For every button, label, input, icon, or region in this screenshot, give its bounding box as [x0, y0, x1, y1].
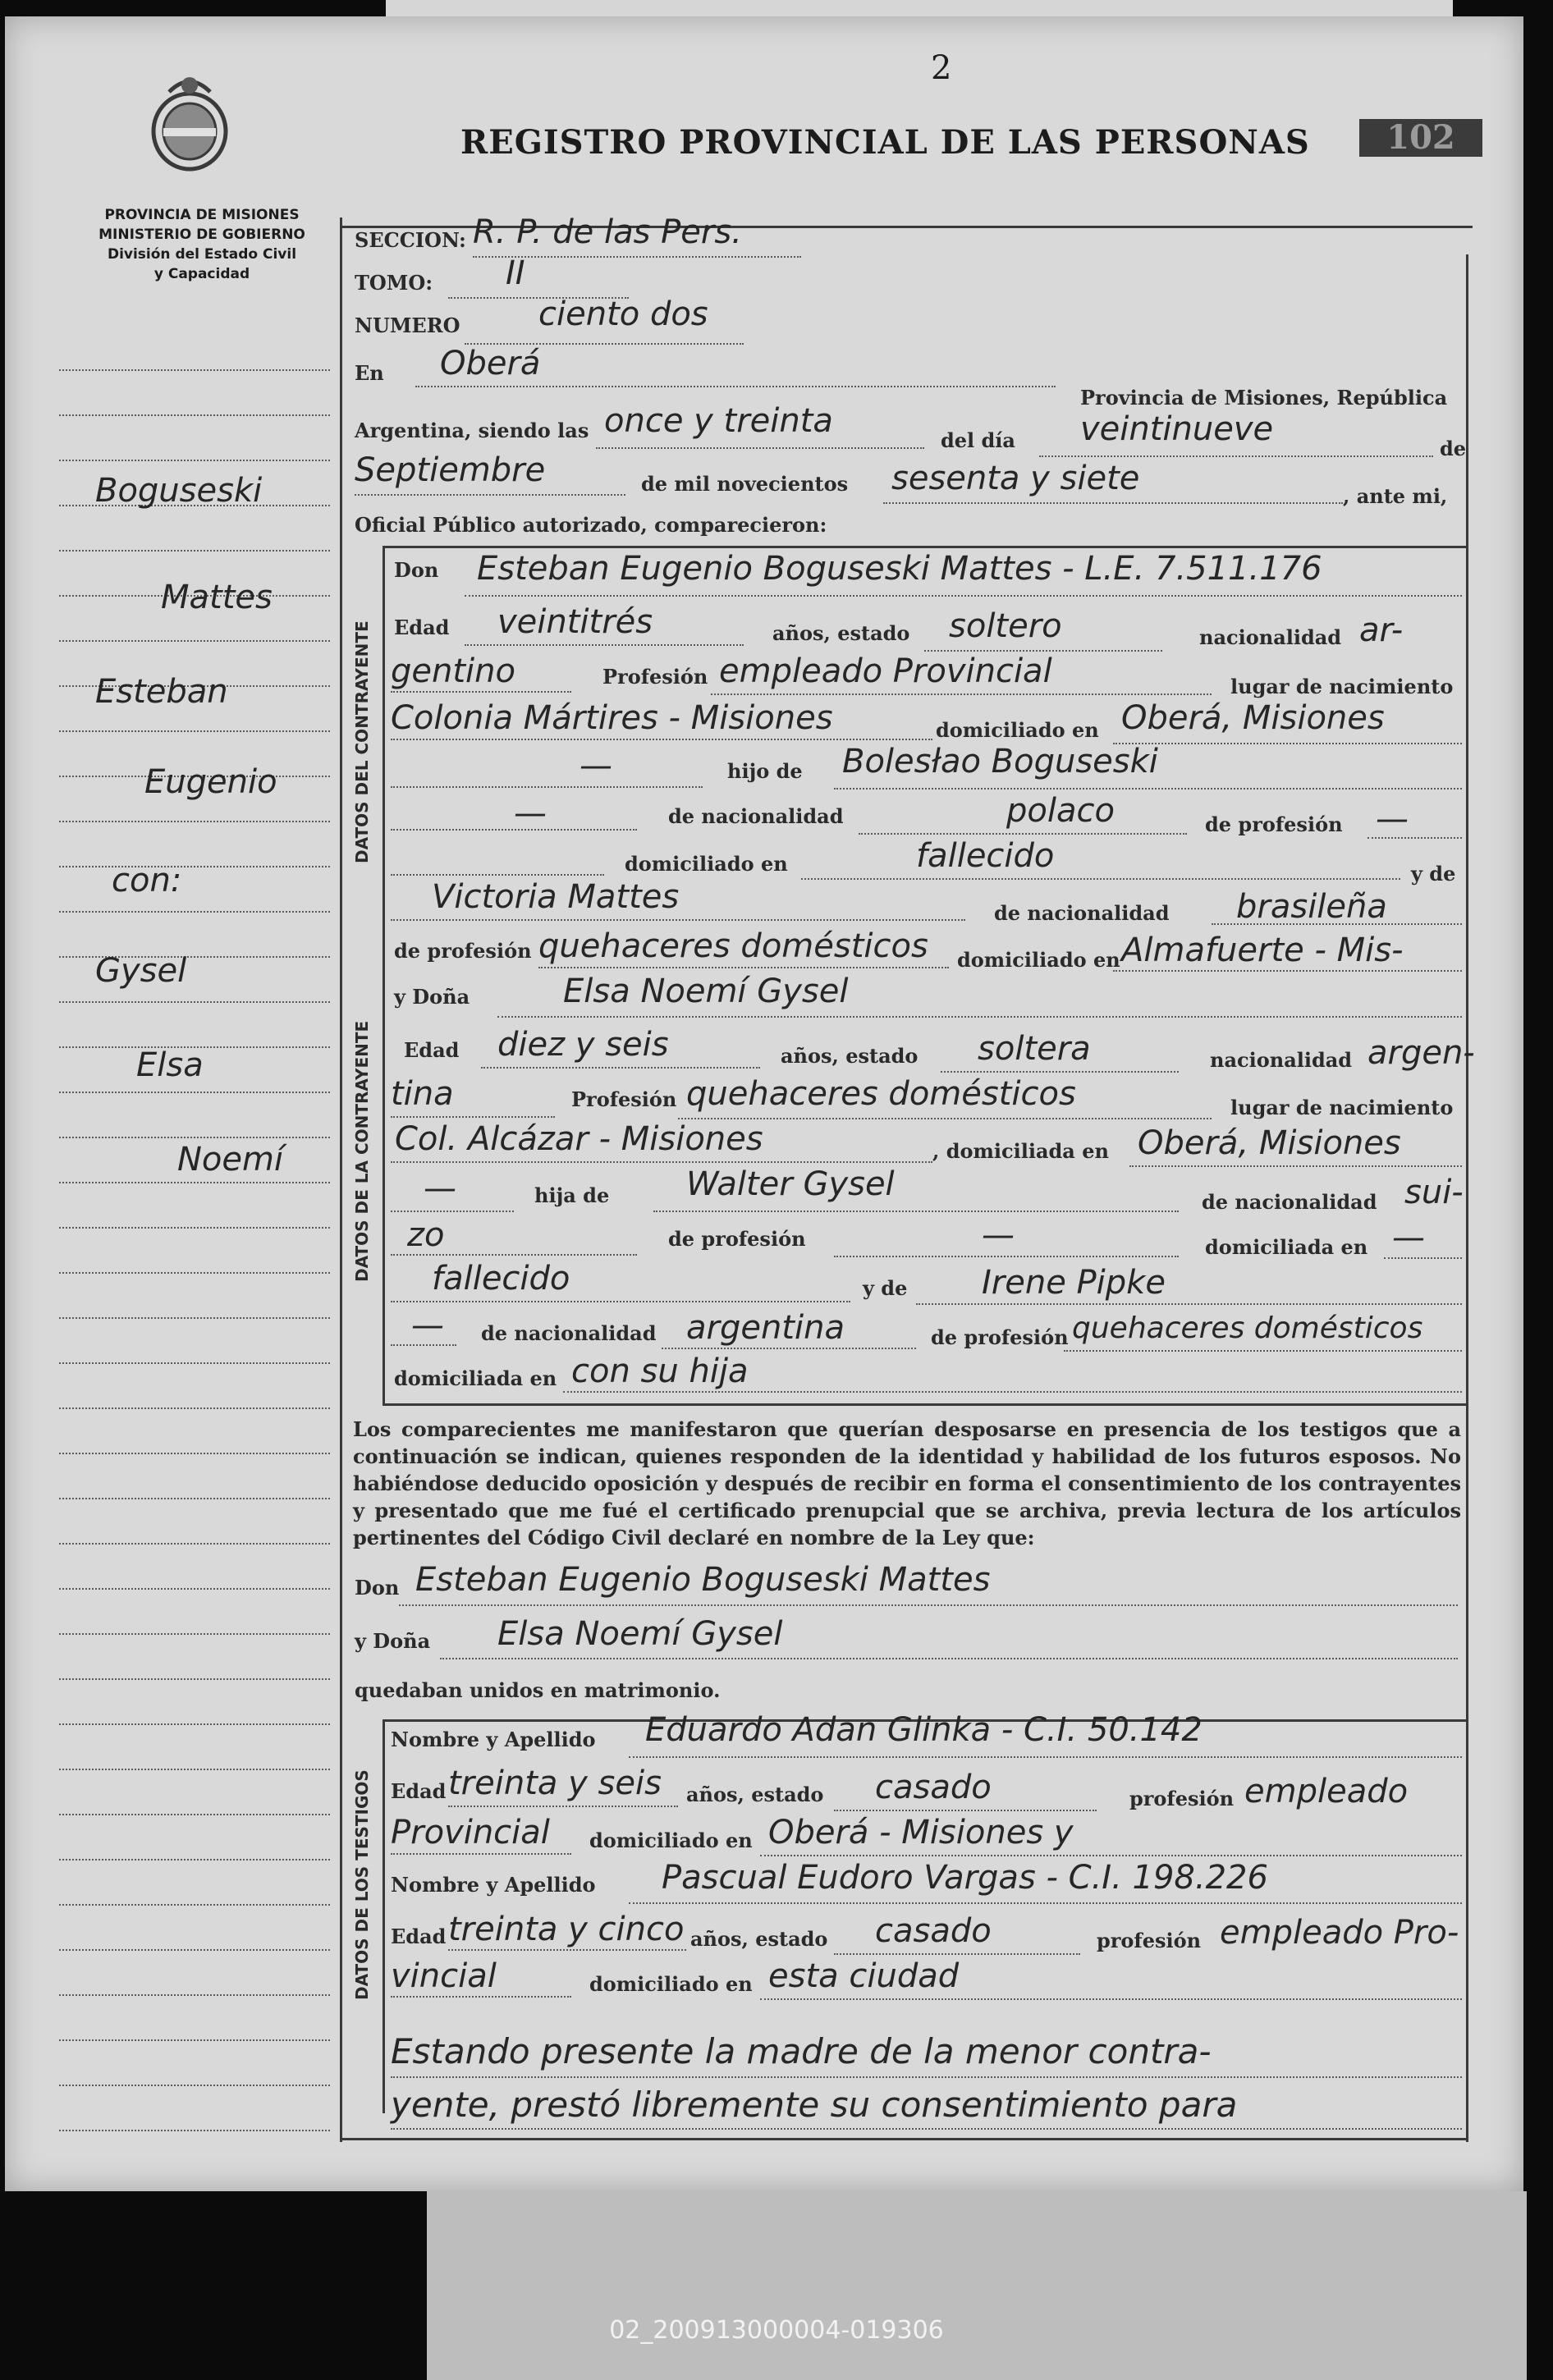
- section-tag-contrayente-f: DATOS DE LA CONTRAYENTE: [352, 1020, 372, 1282]
- dash: —: [514, 794, 547, 832]
- label-y-dona: y Doña: [394, 985, 470, 1009]
- page-number: 2: [931, 49, 952, 87]
- bride-age: diez y seis: [497, 1026, 669, 1064]
- label-domiciliado: domiciliado en: [936, 718, 1099, 742]
- witness2-estado: casado: [875, 1912, 992, 1950]
- bride-mother: Irene Pipke: [982, 1264, 1166, 1302]
- frame-line: [383, 546, 1466, 548]
- section-tag-contrayente: DATOS DEL CONTRAYENTE: [352, 620, 372, 863]
- witness1-prof: empleado: [1244, 1773, 1409, 1810]
- label-de-profesion: de profesión: [931, 1325, 1069, 1349]
- groom-mother: Victoria Mattes: [432, 878, 680, 916]
- groom-name: Esteban Eugenio Boguseski Mattes - L.E. 7.511.176: [477, 550, 1322, 588]
- value-hora: once y treinta: [604, 402, 833, 440]
- label-nacionalidad: nacionalidad: [1199, 625, 1342, 649]
- groom-nac-cont: gentino: [391, 652, 515, 690]
- bride-mother-nac: argentina: [686, 1309, 845, 1347]
- witness1-age: treinta y seis: [448, 1764, 662, 1802]
- frame-line: [1466, 254, 1468, 2142]
- page-title: REGISTRO PROVINCIAL DE LAS PERSONAS: [460, 123, 1310, 162]
- value-seccion: R. P. de las Pers.: [473, 213, 742, 251]
- value-numero: ciento dos: [538, 295, 708, 333]
- value-dia: veintinueve: [1080, 410, 1274, 448]
- handwritten-note: yente, prestó libremente su consentimiento para: [391, 2085, 1238, 2125]
- label-anos-estado: años, estado: [690, 1927, 828, 1951]
- label-profesion: Profesión: [602, 665, 708, 689]
- witness1-prof-cont: Provincial: [391, 1814, 550, 1851]
- label-domiciliada-en: domiciliada en: [394, 1366, 557, 1390]
- witness2-prof-cont: vincial: [391, 1957, 497, 1995]
- label-anos-estado: años, estado: [781, 1044, 919, 1068]
- margin-note: Esteban: [95, 673, 228, 711]
- label-lugar: lugar de nacimiento: [1230, 675, 1454, 698]
- bride-lugar: Col. Alcázar - Misiones: [395, 1120, 763, 1158]
- label-de-profesion: de profesión: [394, 939, 532, 963]
- frame-line: [340, 2138, 1468, 2140]
- label-lugar: lugar de nacimiento: [1230, 1096, 1454, 1119]
- label-edad: Edad: [394, 616, 450, 639]
- frame-line: [340, 217, 342, 2142]
- bride-father-nac: sui-: [1404, 1174, 1464, 1211]
- groom-estado: soltero: [949, 607, 1062, 645]
- document-page: [5, 16, 1523, 2191]
- bride-nac-cont: tina: [391, 1075, 454, 1113]
- label-don: Don: [355, 1576, 400, 1600]
- adjacent-page-edge: [386, 0, 1453, 18]
- groom-profesion: empleado Provincial: [719, 652, 1052, 690]
- frame-line: [383, 1403, 1466, 1406]
- groom-nac: ar-: [1359, 611, 1404, 649]
- dash: —: [411, 1307, 444, 1344]
- final-bride: Elsa Noemí Gysel: [497, 1615, 783, 1653]
- label-profesion-l: profesión: [1097, 1929, 1202, 1952]
- bride-name: Elsa Noemí Gysel: [563, 973, 849, 1010]
- label-de-mil: de mil novecientos: [641, 472, 849, 496]
- bride-father-status: fallecido: [432, 1260, 570, 1298]
- label-anos-estado: años, estado: [686, 1783, 824, 1806]
- groom-father-dom: fallecido: [916, 837, 1055, 875]
- label-en: En: [355, 361, 384, 385]
- label-de-nacionalidad: de nacionalidad: [481, 1321, 657, 1345]
- label-y-de: y de: [1411, 862, 1456, 886]
- label-oficial: Oficial Público autorizado, comparecieron:: [355, 513, 827, 537]
- label-domiciliada: , domiciliada en: [932, 1139, 1109, 1163]
- label-domiciliado: domiciliado en: [589, 1972, 753, 1996]
- margin-note: Boguseski: [95, 472, 263, 510]
- label-anos-estado: años, estado: [772, 621, 910, 645]
- witness2-name: Pascual Eudoro Vargas - C.I. 198.226: [662, 1859, 1268, 1897]
- groom-mother-prof: quehaceres domésticos: [538, 927, 928, 965]
- label-nombre-apellido: Nombre y Apellido: [391, 1873, 596, 1897]
- label-quedaban: quedaban unidos en matrimonio.: [355, 1678, 721, 1702]
- label-profesion: Profesión: [571, 1087, 677, 1111]
- witness1-domicilio: Oberá - Misiones y: [768, 1814, 1074, 1851]
- margin-note: Mattes: [161, 579, 273, 616]
- label-seccion: SECCION:: [355, 228, 466, 252]
- section-tag-testigos: DATOS DE LOS TESTIGOS: [352, 1769, 372, 2000]
- groom-father-nac: polaco: [1006, 792, 1115, 830]
- label-edad: Edad: [391, 1925, 447, 1948]
- value-anio: sesenta y siete: [891, 460, 1140, 497]
- label-provincia: Provincia de Misiones, República: [1080, 386, 1448, 410]
- label-y-dona: y Doña: [355, 1629, 431, 1653]
- groom-age: veintitrés: [497, 603, 653, 641]
- authority-line: MINISTERIO DE GOBIERNO: [98, 227, 305, 243]
- label-domiciliado: domiciliado en: [957, 948, 1120, 972]
- bride-father-prof: —: [982, 1216, 1015, 1254]
- frame-line: [383, 546, 385, 1005]
- bride-domicilio: Oberá, Misiones: [1138, 1124, 1401, 1162]
- groom-mother-dom: Almafuerte - Mis-: [1121, 931, 1404, 969]
- label-de-profesion: de profesión: [668, 1227, 806, 1251]
- dash: —: [424, 1169, 456, 1207]
- label-hija-de: hija de: [534, 1183, 610, 1207]
- corner-stamp: 102: [1359, 119, 1482, 157]
- label-de: de: [1440, 437, 1467, 460]
- margin-note: Gysel: [95, 952, 187, 990]
- label-domiciliado-en: domiciliado en: [625, 852, 788, 876]
- authority-line: PROVINCIA DE MISIONES: [104, 207, 300, 223]
- witness2-domicilio: esta ciudad: [768, 1957, 960, 1995]
- handwritten-note: Estando presente la madre de la menor contra-: [391, 2031, 1212, 2071]
- dash: —: [580, 747, 612, 785]
- groom-father: Bolesłao Boguseski: [842, 743, 1158, 780]
- statement-paragraph: Los comparecientes me manifestaron que querían desposarse en presencia de los testigos que a continuación se indican, quienes responden de la identidad y habilidad de los futuros esposos. No habiéndose deducido oposición y después de recibir en forma el consentimiento de los contrayentes y presentado que me fué el certificado prenupcial que se archiva, previa lectura de los artículos pertinentes del Código Civil declaré en nombre de la Ley que:: [353, 1417, 1461, 1549]
- groom-lugar: Colonia Mártires - Misiones: [391, 699, 833, 737]
- bride-nac: argen-: [1367, 1034, 1475, 1072]
- groom-domicilio: Oberá, Misiones: [1121, 699, 1385, 737]
- label-del-dia: del día: [941, 428, 1015, 452]
- label-edad: Edad: [404, 1038, 460, 1062]
- label-y-de: y de: [863, 1276, 908, 1300]
- label-nombre-apellido: Nombre y Apellido: [391, 1728, 596, 1751]
- label-de-nacionalidad: de nacionalidad: [1202, 1190, 1377, 1214]
- margin-note: con:: [112, 862, 182, 899]
- final-groom: Esteban Eugenio Boguseski Mattes: [415, 1561, 991, 1599]
- label-nacionalidad: nacionalidad: [1210, 1048, 1353, 1072]
- label-tomo: TOMO:: [355, 271, 433, 295]
- witness2-prof: empleado Pro-: [1220, 1914, 1459, 1952]
- underlying-page: [427, 2191, 1527, 2380]
- authority-line: División del Estado Civil: [107, 246, 297, 263]
- witness2-age: treinta y cinco: [448, 1911, 685, 1948]
- label-de-profesion: de profesión: [1205, 812, 1343, 836]
- margin-note: Elsa: [136, 1046, 204, 1084]
- label-numero: NUMERO: [355, 314, 460, 337]
- coat-of-arms-icon: [144, 67, 235, 174]
- value-mes: Septiembre: [355, 451, 546, 489]
- value-tomo: II: [506, 254, 525, 292]
- bride-profesion: quehaceres domésticos: [686, 1075, 1076, 1113]
- frame-line: [383, 1719, 385, 2113]
- groom-mother-nac: brasileña: [1236, 888, 1387, 926]
- frame-line: [383, 981, 385, 1403]
- label-de-nacionalidad: de nacionalidad: [668, 804, 844, 828]
- label-domiciliada-en: domiciliada en: [1205, 1235, 1368, 1259]
- value-en: Oberá: [440, 345, 541, 382]
- bride-father-nac-cont: zo: [407, 1216, 445, 1254]
- margin-note: Eugenio: [144, 763, 277, 801]
- image-caption: 02_200913000004-019306: [609, 2316, 944, 2345]
- label-domiciliado: domiciliado en: [589, 1828, 753, 1852]
- label-ante-mi: , ante mi,: [1343, 484, 1448, 508]
- label-profesion-l: profesión: [1129, 1787, 1235, 1810]
- label-de-nacionalidad: de nacionalidad: [994, 901, 1170, 925]
- authority-line: y Capacidad: [153, 266, 250, 282]
- witness1-name: Eduardo Adan Glinka - C.I. 50.142: [645, 1711, 1203, 1749]
- witness1-estado: casado: [875, 1769, 992, 1806]
- bride-estado: soltera: [978, 1030, 1091, 1068]
- label-argentina: Argentina, siendo las: [355, 419, 589, 442]
- label-edad: Edad: [391, 1779, 447, 1803]
- bride-mother-dom: con su hija: [571, 1352, 749, 1390]
- margin-note: Noemí: [177, 1141, 284, 1179]
- label-don: Don: [394, 558, 439, 582]
- bride-mother-prof: quehaceres domésticos: [1072, 1311, 1423, 1345]
- label-hijo-de: hijo de: [727, 759, 803, 783]
- bride-father-dom: —: [1392, 1219, 1425, 1256]
- groom-father-prof: —: [1376, 800, 1409, 838]
- authority-block: [71, 205, 333, 284]
- bride-father: Walter Gysel: [686, 1165, 895, 1203]
